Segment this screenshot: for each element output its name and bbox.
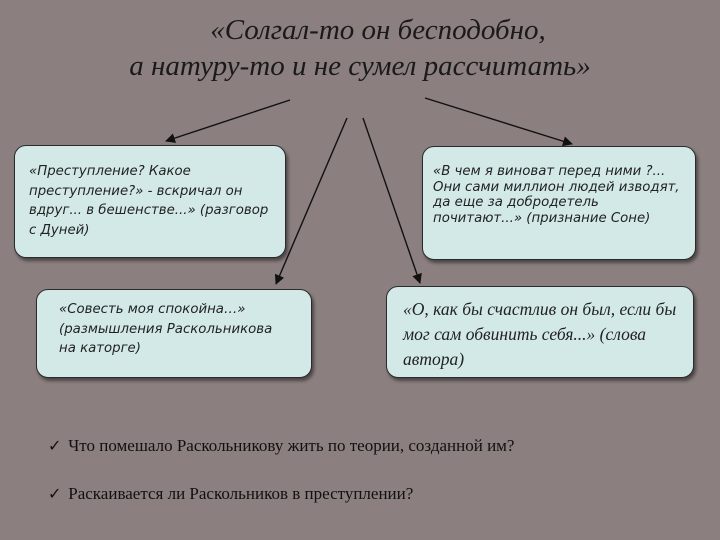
arrow-to-box2 <box>425 98 572 144</box>
arrow-to-box4 <box>363 118 420 283</box>
arrow-to-box3 <box>276 118 347 284</box>
arrow-to-box1 <box>166 100 290 141</box>
checkmark-icon: ✓ <box>48 486 62 503</box>
question-2 <box>48 484 413 504</box>
question-text: Раскаивается ли Раскольников в преступлении? <box>68 484 414 503</box>
question-1 <box>48 436 514 456</box>
quote-box-katorga: «Совесть моя спокойна…» (размышления Раскольникова на каторге) <box>36 289 312 378</box>
title-line-2: а натуру-то и не сумел рассчитать» <box>129 50 591 82</box>
quote-box-author: «О, как бы счастлив он был, если бы мог сам обвинить себя...» (слова автора) <box>386 286 694 378</box>
checkmark-icon: ✓ <box>48 438 62 455</box>
title-line-1: «Солгал-то он бесподобно, <box>210 14 546 46</box>
quote-box-sonya: «В чем я виноват перед ними ?... Они сами миллион людей изводят, да еще за добродетель почитают...» (признание Соне) <box>422 146 696 260</box>
quote-box-dunya: «Преступление? Какое преступление?» - вскричал он вдруг... в бешенстве...» (разговор с Дуней) <box>14 145 286 258</box>
question-text: Что помешало Раскольникову жить по теории, созданной им? <box>68 436 515 455</box>
